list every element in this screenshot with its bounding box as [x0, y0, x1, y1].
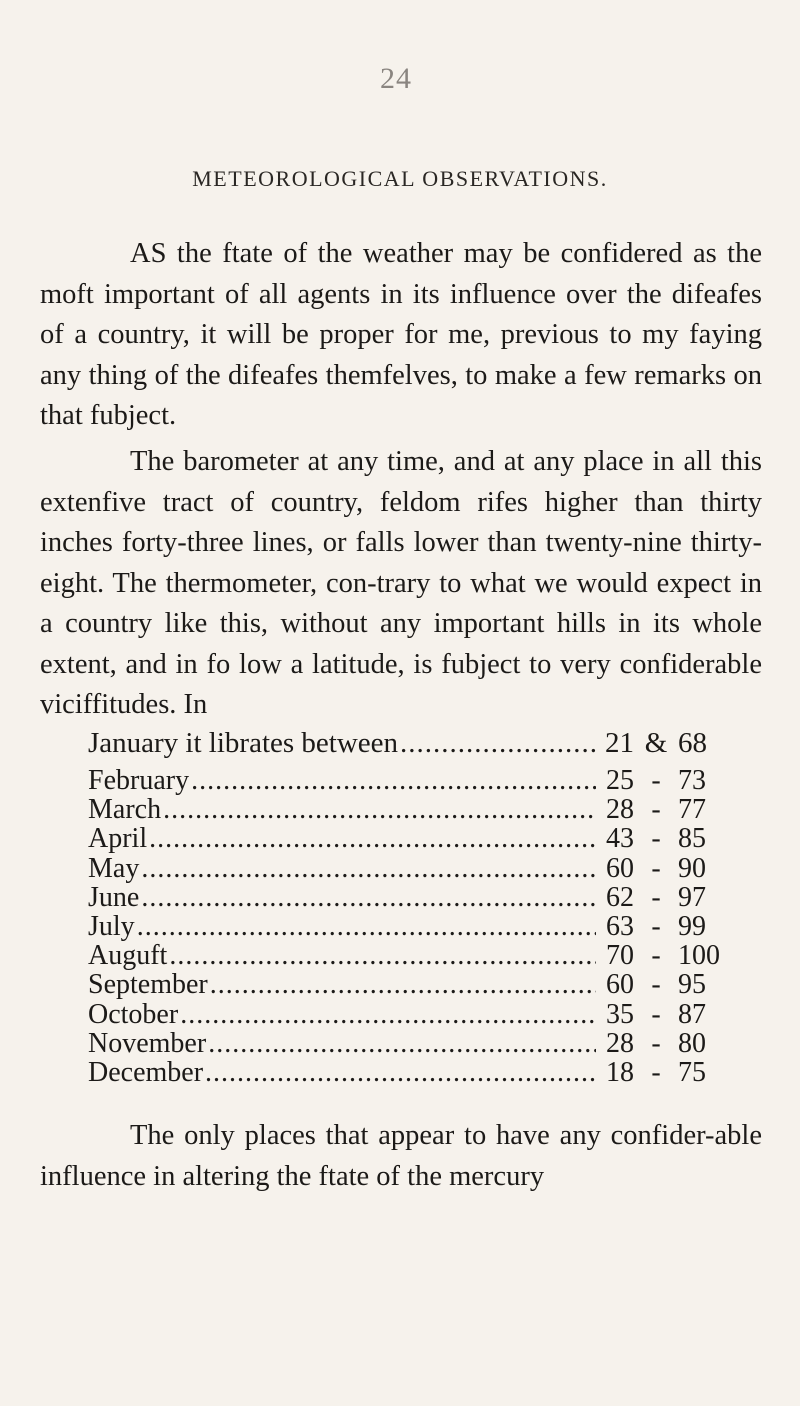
high-value: 75 [678, 1056, 706, 1088]
low-value: 62 [606, 881, 634, 913]
page-number: 24 [380, 62, 412, 95]
leader-dots [141, 882, 596, 914]
low-value: 28 [606, 1027, 634, 1059]
month-label: April [88, 823, 148, 855]
table-row [88, 911, 728, 940]
high-value: 87 [678, 998, 706, 1030]
range-separator: - [651, 998, 661, 1030]
high-value: 95 [678, 969, 706, 1001]
range-separator: - [651, 765, 661, 796]
month-label: January it librates between [88, 727, 399, 759]
leader-dots [180, 999, 596, 1031]
leader-dots [210, 969, 596, 1001]
low-value: 60 [606, 852, 634, 884]
paragraph-mercury: The only places that appear to have any confider-able influence in altering the ftate of the mercury [40, 1120, 762, 1192]
table-row [88, 1057, 728, 1086]
month-label: September [88, 969, 208, 1001]
high-value: 68 [678, 727, 707, 759]
range-separator: - [651, 823, 661, 855]
low-value: 35 [606, 998, 634, 1030]
range-separator: - [651, 969, 661, 1001]
leader-dots [163, 794, 596, 826]
high-value: 80 [678, 1027, 706, 1059]
leader-dots [208, 1028, 596, 1060]
high-value: 97 [678, 881, 706, 913]
leader-dots [169, 940, 596, 972]
table-row [88, 999, 728, 1028]
range-separator: & [644, 727, 668, 759]
range-separator: - [651, 1056, 661, 1088]
table-row [88, 882, 728, 911]
leader-dots [137, 911, 596, 943]
range-separator: - [651, 794, 661, 826]
high-value: 100 [678, 940, 720, 972]
low-value: 43 [606, 823, 634, 855]
low-value: 70 [606, 940, 634, 972]
high-value: 73 [678, 765, 706, 796]
leader-dots [141, 853, 596, 885]
low-value: 21 [605, 727, 634, 759]
running-head: METEOROLOGICAL OBSERVATIONS. [192, 166, 608, 191]
low-value: 28 [606, 794, 634, 826]
low-value: 63 [606, 910, 634, 942]
range-separator: - [651, 852, 661, 884]
table-row [88, 794, 728, 826]
month-label: Auguft [88, 940, 168, 972]
paragraph-barometer: The barometer at any time, and at any place in all this extenfive tract of country, feldom rifes higher than thirty inches forty-three lines, or falls lower than twenty-nine thirty-eight. The thermometer, con-trary to what we would expect in a country like this, without any important hills in its whole extent, and in fo low a latitude, is fubject to very confiderable viciffitudes. In [40, 446, 762, 720]
table-row [88, 727, 728, 765]
high-value: 90 [678, 852, 706, 884]
leader-dots [205, 1057, 596, 1089]
leader-dots [149, 823, 596, 855]
paragraph-intro: AS the ftate of the weather may be confidered as the moft important of all agents in its influence over the difeafes of a country, it will be proper for me, previous to my faying any thing of the difeafes themfelves, to make a few remarks on that fubject. [40, 238, 762, 431]
low-value: 25 [606, 765, 634, 796]
month-label: February [88, 765, 190, 796]
low-value: 60 [606, 969, 634, 1001]
high-value: 99 [678, 910, 706, 942]
leader-dots [400, 727, 596, 760]
range-separator: - [651, 910, 661, 942]
month-label: November [88, 1027, 207, 1059]
month-label: June [88, 881, 140, 913]
range-separator: - [651, 1027, 661, 1059]
leader-dots [191, 765, 596, 797]
month-label: October [88, 998, 179, 1030]
table-row [88, 969, 728, 1001]
range-separator: - [651, 940, 661, 972]
high-value: 77 [678, 794, 706, 826]
month-label: March [88, 794, 162, 826]
table-row [88, 853, 728, 882]
low-value: 18 [606, 1056, 634, 1088]
table-row [88, 940, 728, 972]
month-label: July [88, 910, 135, 942]
thermometer-table [88, 727, 728, 1086]
table-row [88, 823, 728, 855]
table-row [88, 1028, 728, 1057]
month-label: December [88, 1056, 204, 1088]
table-row [88, 765, 728, 794]
range-separator: - [651, 881, 661, 913]
high-value: 85 [678, 823, 706, 855]
month-label: May [88, 852, 140, 884]
